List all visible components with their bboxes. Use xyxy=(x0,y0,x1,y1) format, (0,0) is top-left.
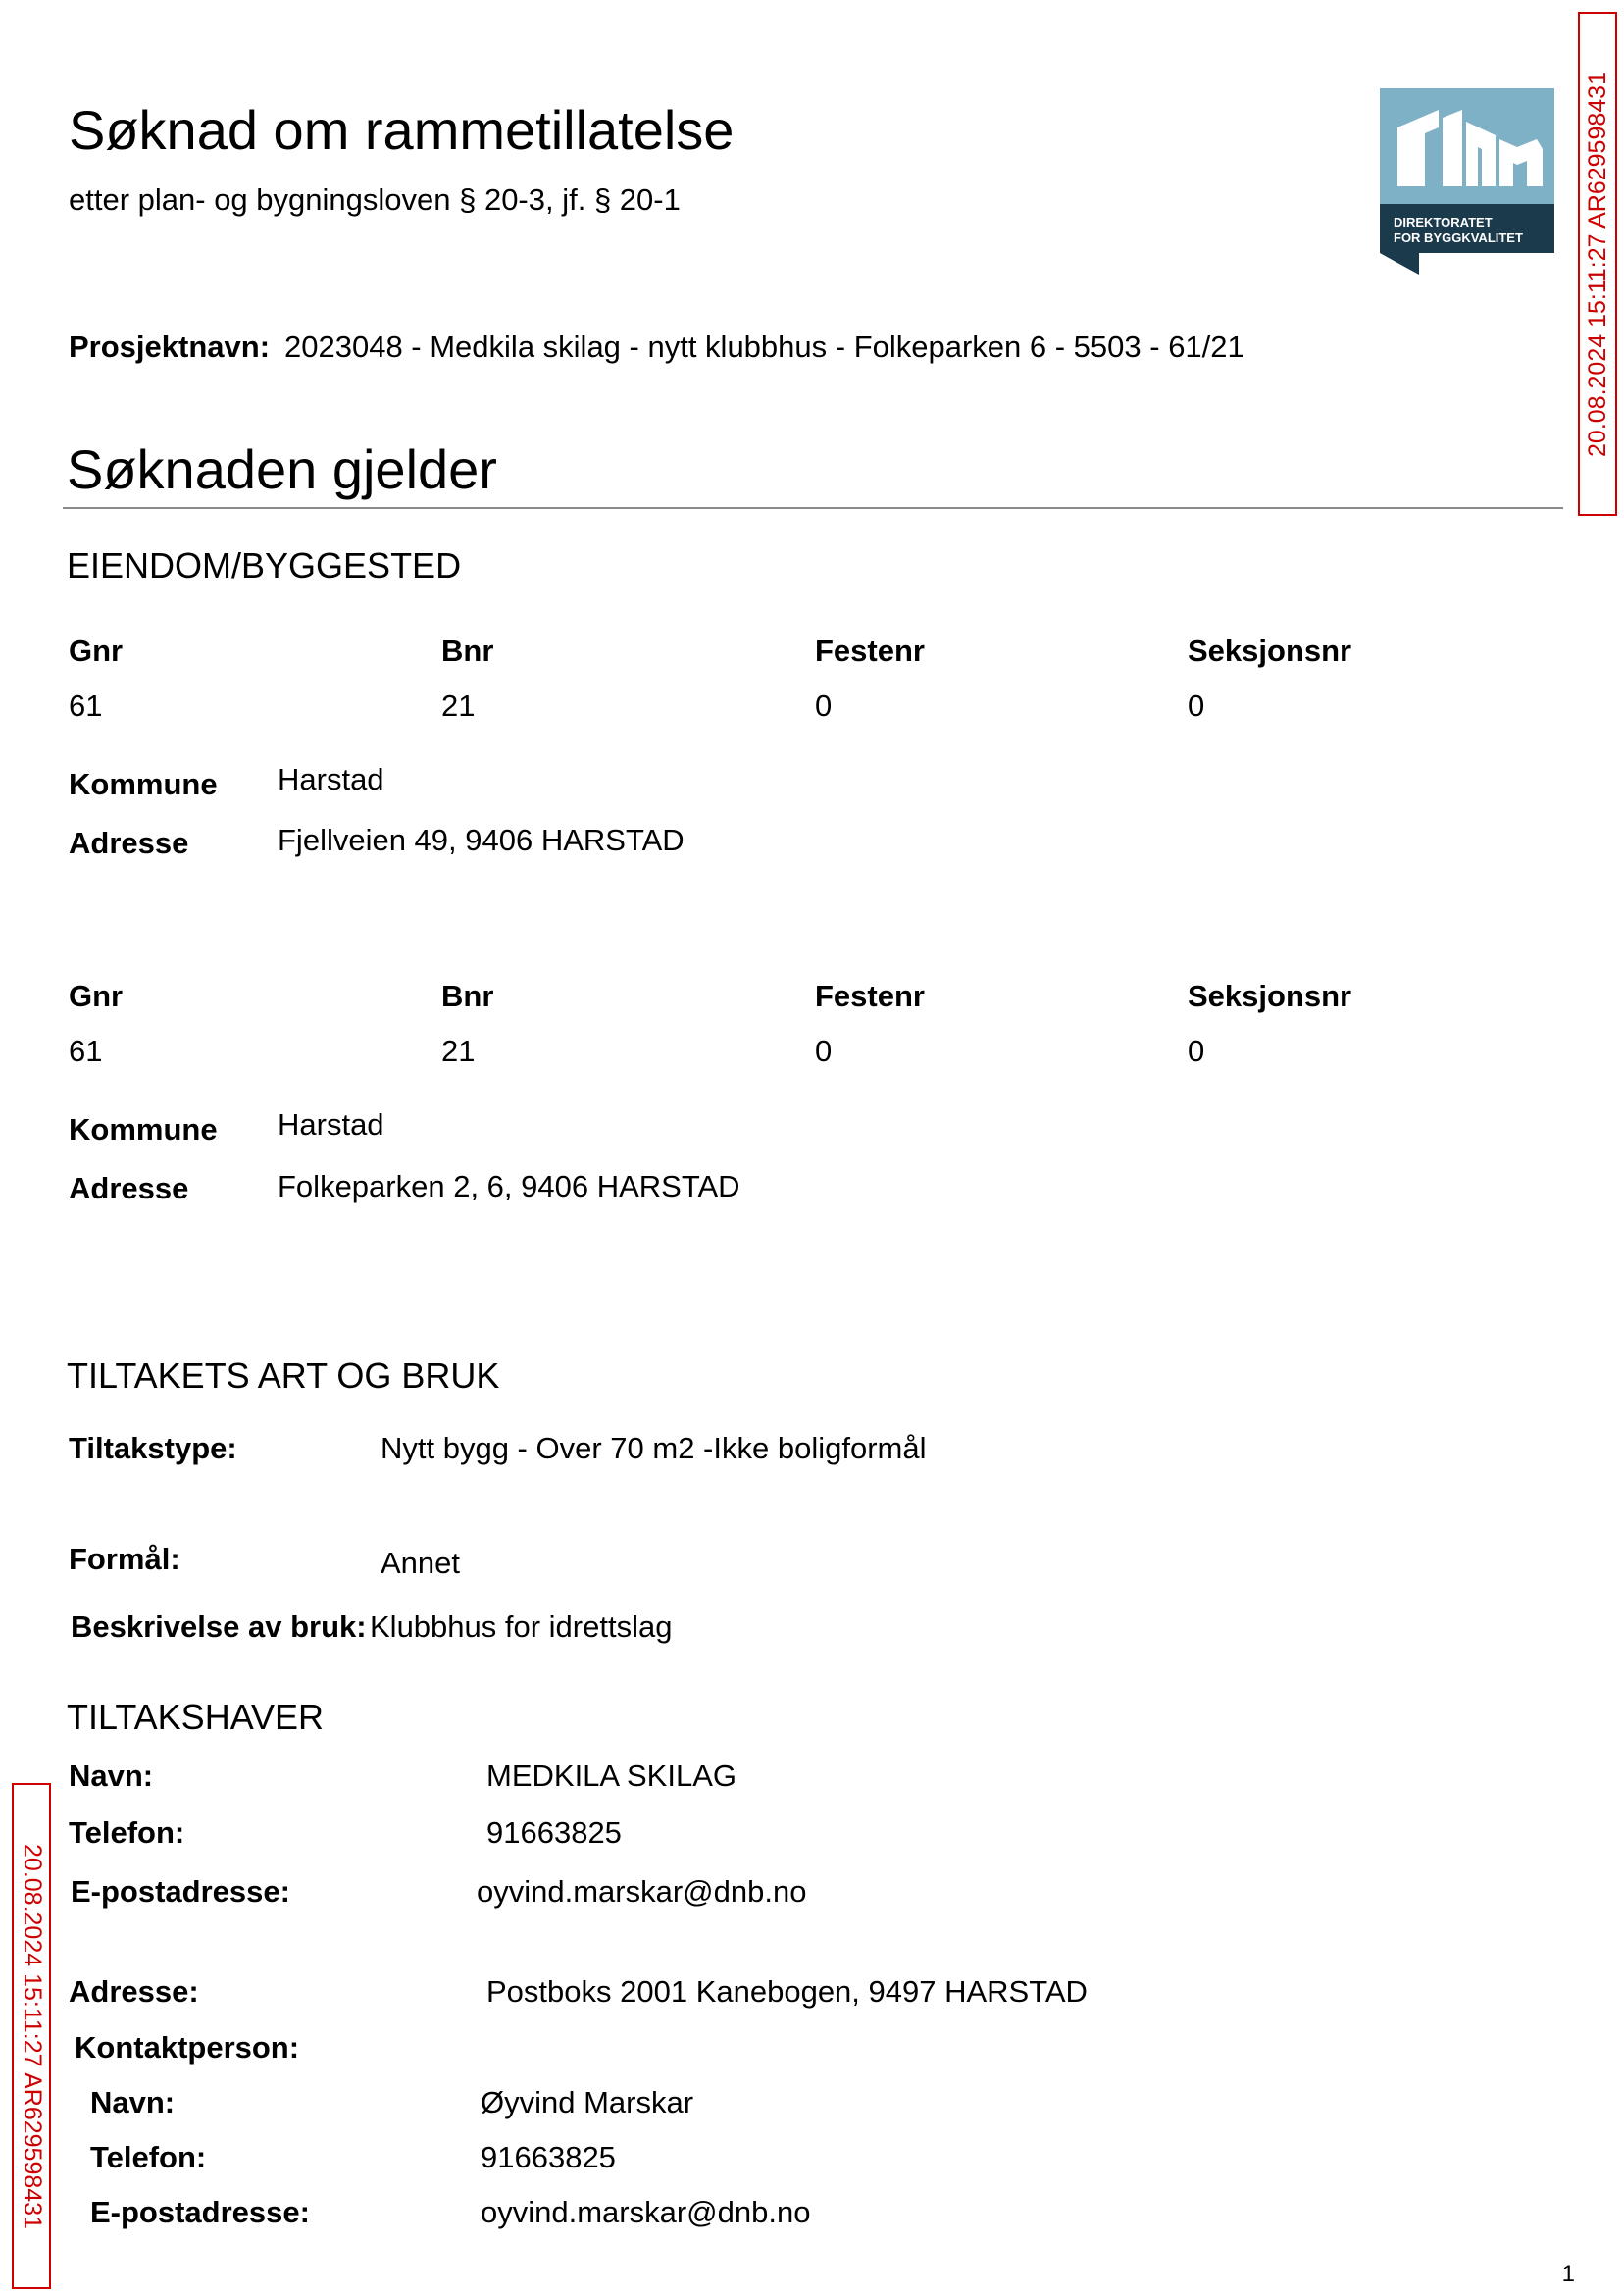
navn-label: Navn: xyxy=(69,1759,154,1793)
bruk-value: Klubbhus for idrettslag xyxy=(370,1609,673,1644)
bnr-value: 21 xyxy=(441,688,476,723)
logo-text-line1: DIREKTORATET xyxy=(1394,215,1493,229)
festenr-value: 0 xyxy=(815,1034,833,1068)
logo-text-line2: FOR BYGGKVALITET xyxy=(1394,230,1523,245)
seksjonsnr-label: Seksjonsnr xyxy=(1188,634,1352,668)
adresse-value: Fjellveien 49, 9406 HARSTAD xyxy=(278,823,685,857)
formal-value: Annet xyxy=(381,1546,461,1580)
page-number: 1 xyxy=(1561,2261,1575,2287)
adresse-label: Adresse xyxy=(69,1171,189,1205)
kommune-value: Harstad xyxy=(278,762,384,796)
adresse-label: Adresse xyxy=(69,826,189,860)
kontakt-epost-label: E-postadresse: xyxy=(90,2195,310,2229)
kontakt-navn-value: Øyvind Marskar xyxy=(481,2085,694,2119)
formal-label: Formål: xyxy=(69,1542,180,1576)
tiltakstype-value: Nytt bygg - Over 70 m2 -Ikke boligformål xyxy=(381,1431,927,1465)
kommune-label: Kommune xyxy=(69,767,218,801)
gnr-label: Gnr xyxy=(69,979,124,1013)
kontakt-epost-value: oyvind.marskar@dnb.no xyxy=(481,2195,811,2229)
kontakt-telefon-label: Telefon: xyxy=(90,2140,207,2174)
adresse-value: Folkeparken 2, 6, 9406 HARSTAD xyxy=(278,1169,740,1203)
epost-label: E-postadresse: xyxy=(71,1874,290,1909)
stamp-left xyxy=(12,1783,51,2289)
seksjonsnr-label: Seksjonsnr xyxy=(1188,979,1352,1013)
project-label: Prosjektnavn: xyxy=(69,330,271,364)
tiltakstype-label: Tiltakstype: xyxy=(69,1431,237,1465)
kommune-value: Harstad xyxy=(278,1107,384,1142)
adresse-value: Postboks 2001 Kanebogen, 9497 HARSTAD xyxy=(486,1974,1088,2009)
dibk-logo-icon xyxy=(1380,88,1554,275)
epost-value: oyvind.marskar@dnb.no xyxy=(477,1874,807,1909)
document-title: Søknad om rammetillatelse xyxy=(69,99,735,161)
stamp-top-right xyxy=(1578,12,1617,516)
bnr-label: Bnr xyxy=(441,979,494,1013)
festenr-label: Festenr xyxy=(815,634,925,668)
bnr-value: 21 xyxy=(441,1034,476,1068)
document-subtitle: etter plan- og bygningsloven § 20-3, jf. § 20-1 xyxy=(69,182,681,217)
kommune-label: Kommune xyxy=(69,1112,218,1147)
gnr-value: 61 xyxy=(69,688,103,723)
section-title: Søknaden gjelder xyxy=(67,438,497,500)
kontakt-navn-label: Navn: xyxy=(90,2085,176,2119)
telefon-label: Telefon: xyxy=(69,1815,185,1850)
bruk-label: Beskrivelse av bruk: xyxy=(71,1609,367,1644)
property-heading: EIENDOM/BYGGESTED xyxy=(67,545,462,586)
festenr-value: 0 xyxy=(815,688,833,723)
tiltakshaver-heading: TILTAKSHAVER xyxy=(67,1697,325,1737)
bnr-label: Bnr xyxy=(441,634,494,668)
stamp-text: 20.08.2024 15:11:27 AR629598431 xyxy=(1583,71,1611,457)
seksjonsnr-value: 0 xyxy=(1188,1034,1205,1068)
telefon-value: 91663825 xyxy=(486,1815,622,1850)
tiltak-heading: TILTAKETS ART OG BRUK xyxy=(67,1355,500,1396)
kontakt-telefon-value: 91663825 xyxy=(481,2140,616,2174)
adresse-label: Adresse: xyxy=(69,1974,199,2009)
gnr-label: Gnr xyxy=(69,634,124,668)
festenr-label: Festenr xyxy=(815,979,925,1013)
navn-value: MEDKILA SKILAG xyxy=(486,1759,736,1793)
kontaktperson-label: Kontaktperson: xyxy=(75,2030,300,2065)
project-value: 2023048 - Medkila skilag - nytt klubbhus - Folkeparken 6 - 5503 - 61/21 xyxy=(284,330,1244,364)
stamp-text: 20.08.2024 15:11:27 AR629598431 xyxy=(18,1843,46,2229)
section-divider xyxy=(63,507,1563,509)
gnr-value: 61 xyxy=(69,1034,103,1068)
seksjonsnr-value: 0 xyxy=(1188,688,1205,723)
